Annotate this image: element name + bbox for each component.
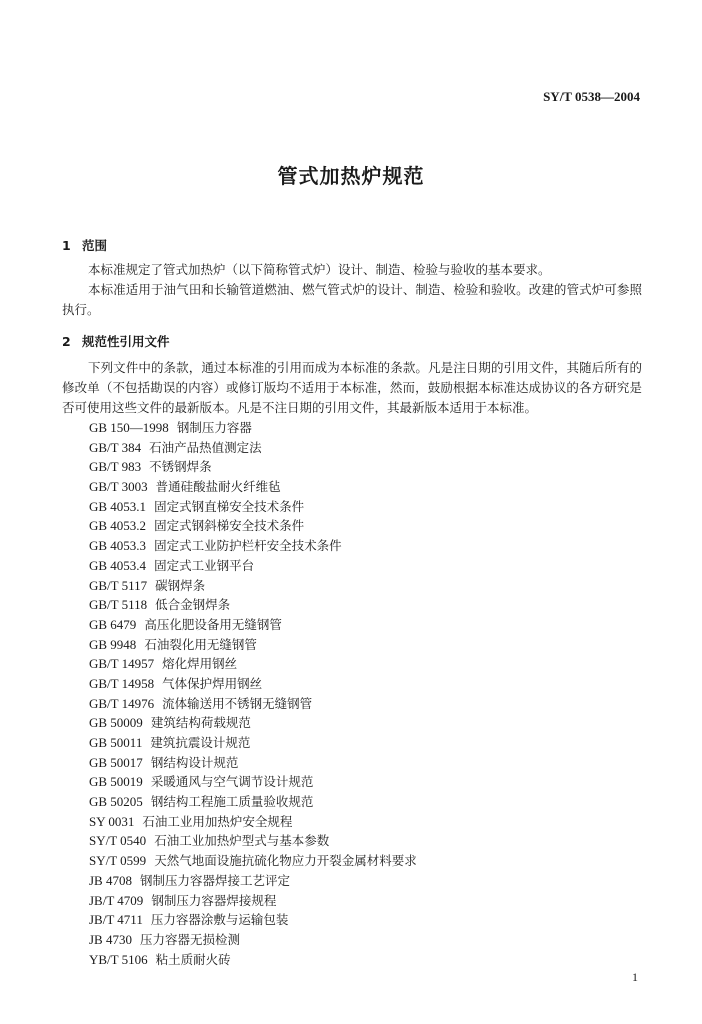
reference-title: 固定式钢直梯安全技术条件 [154,498,305,514]
reference-item [89,497,417,517]
reference-title: 钢制压力容器 [176,420,252,435]
reference-item [89,851,417,871]
reference-code: GB 6479 [89,616,137,632]
reference-item [89,950,417,970]
reference-item [89,438,417,458]
reference-code: GB/T 14976 [89,695,155,711]
reference-code: JB/T 4711 [89,912,143,928]
reference-title: 钢结构设计规范 [150,754,239,770]
reference-item [89,733,417,753]
reference-item [89,871,417,891]
reference-title: 钢制压力容器焊接规程 [151,892,277,908]
reference-item [89,713,417,733]
reference-title: 固定式工业防护栏杆安全技术条件 [154,538,342,554]
reference-item [89,418,417,438]
reference-code: GB 50205 [89,794,143,810]
section-1-paragraph-2: 本标准适用于油气田和长输管道燃油、燃气管式炉的设计、制造、检验和验收。改建的管式炉可参照执行。 [62,282,642,317]
reference-item [89,891,417,911]
reference-title: 石油产品热值测定法 [149,439,262,455]
section-number: 1 [62,238,71,253]
reference-code: GB 50009 [89,715,143,731]
reference-title: 固定式钢斜梯安全技术条件 [154,518,305,534]
reference-title: 石油工业用加热炉安全规程 [142,813,293,829]
reference-title: 石油裂化用无缝钢管 [144,636,257,652]
reference-code: GB/T 14957 [89,656,155,672]
reference-title: 压力容器无损检测 [139,931,240,947]
standard-code: SY/T 0538—2004 [543,89,640,104]
reference-item [89,812,417,832]
document-title: 管式加热炉规范 [277,164,425,188]
section-heading-text: 范围 [82,238,108,253]
reference-item [89,556,417,576]
reference-title: 固定式工业钢平台 [154,557,255,573]
reference-title: 建筑结构荷载规范 [150,715,251,731]
reference-title: 流体输送用不锈钢无缝钢管 [162,695,313,711]
reference-title: 高压化肥设备用无缝钢管 [144,616,282,632]
reference-code: GB/T 384 [89,439,142,455]
reference-item [89,536,417,556]
reference-item [89,772,417,792]
reference-code: GB 4053.4 [89,557,147,573]
section-1-heading [62,236,107,254]
reference-code: GB/T 983 [89,459,142,475]
reference-code: JB 4708 [89,872,132,888]
section-number: 2 [62,334,71,349]
reference-item [89,595,417,615]
reference-title: 钢制压力容器焊接工艺评定 [139,872,290,888]
reference-item [89,635,417,655]
section-2-paragraph-1: 下列文件中的条款，通过本标准的引用而成为本标准的条款。凡是注日期的引用文件，其随后所有的修改单（不包括勘误的内容）或修订版均不适用于本标准，然而，鼓励根据本标准达成协议的各方研究是否可使用这些文件的最新版本。凡是不注日期的引用文件，其最新版本适用于本标准。 [62,360,642,415]
reference-code: GB 50011 [89,735,143,750]
reference-code: GB 4053.3 [89,538,147,554]
reference-title: 碳钢焊条 [155,577,206,593]
reference-title: 气体保护焊用钢丝 [162,675,263,691]
reference-item [89,615,417,635]
reference-code: GB 4053.1 [89,498,147,514]
normative-reference-list [89,418,417,969]
reference-item [89,674,417,694]
reference-item [89,831,417,851]
reference-item [89,753,417,773]
reference-title: 不锈钢焊条 [149,459,212,475]
reference-code: JB 4730 [89,931,132,947]
reference-title: 普通硅酸盐耐火纤维毡 [155,479,281,495]
section-heading-text: 规范性引用文件 [82,334,170,349]
reference-title: 采暖通风与空气调节设计规范 [150,774,314,790]
reference-item [89,694,417,714]
section-2-heading [62,332,170,350]
reference-item [89,576,417,596]
section-1-paragraph-1: 本标准规定了管式加热炉（以下简称管式炉）设计、制造、检验与验收的基本要求。 [88,262,551,277]
reference-code: GB 50017 [89,754,143,770]
reference-item [89,910,417,930]
reference-code: GB/T 5117 [89,577,148,593]
page-number: 1 [632,970,638,984]
reference-code: GB/T 3003 [89,479,148,495]
reference-title: 石油工业加热炉型式与基本参数 [154,833,330,849]
reference-title: 天然气地面设施抗硫化物应力开裂金属材料要求 [154,853,417,869]
reference-item [89,477,417,497]
reference-code: GB 4053.2 [89,518,147,534]
reference-title: 建筑抗震设计规范 [150,735,251,750]
reference-code: GB 150—1998 [89,420,169,435]
reference-title: 压力容器涂敷与运输包装 [150,912,289,928]
reference-code: JB/T 4709 [89,892,144,908]
reference-code: GB/T 14958 [89,675,155,691]
reference-title: 熔化焊用钢丝 [162,656,238,672]
reference-code: YB/T 5106 [89,951,148,967]
reference-item [89,930,417,950]
reference-title: 低合金钢焊条 [155,597,231,613]
reference-item [89,792,417,812]
reference-code: GB 9948 [89,636,137,652]
reference-code: GB 50019 [89,774,143,790]
reference-code: GB/T 5118 [89,597,148,613]
reference-item [89,516,417,536]
reference-item [89,654,417,674]
reference-code: SY/T 0599 [89,853,147,869]
reference-code: SY/T 0540 [89,833,147,849]
reference-title: 粘土质耐火砖 [155,951,231,967]
reference-item [89,457,417,477]
reference-code: SY 0031 [89,813,135,829]
reference-title: 钢结构工程施工质量验收规范 [150,794,314,810]
